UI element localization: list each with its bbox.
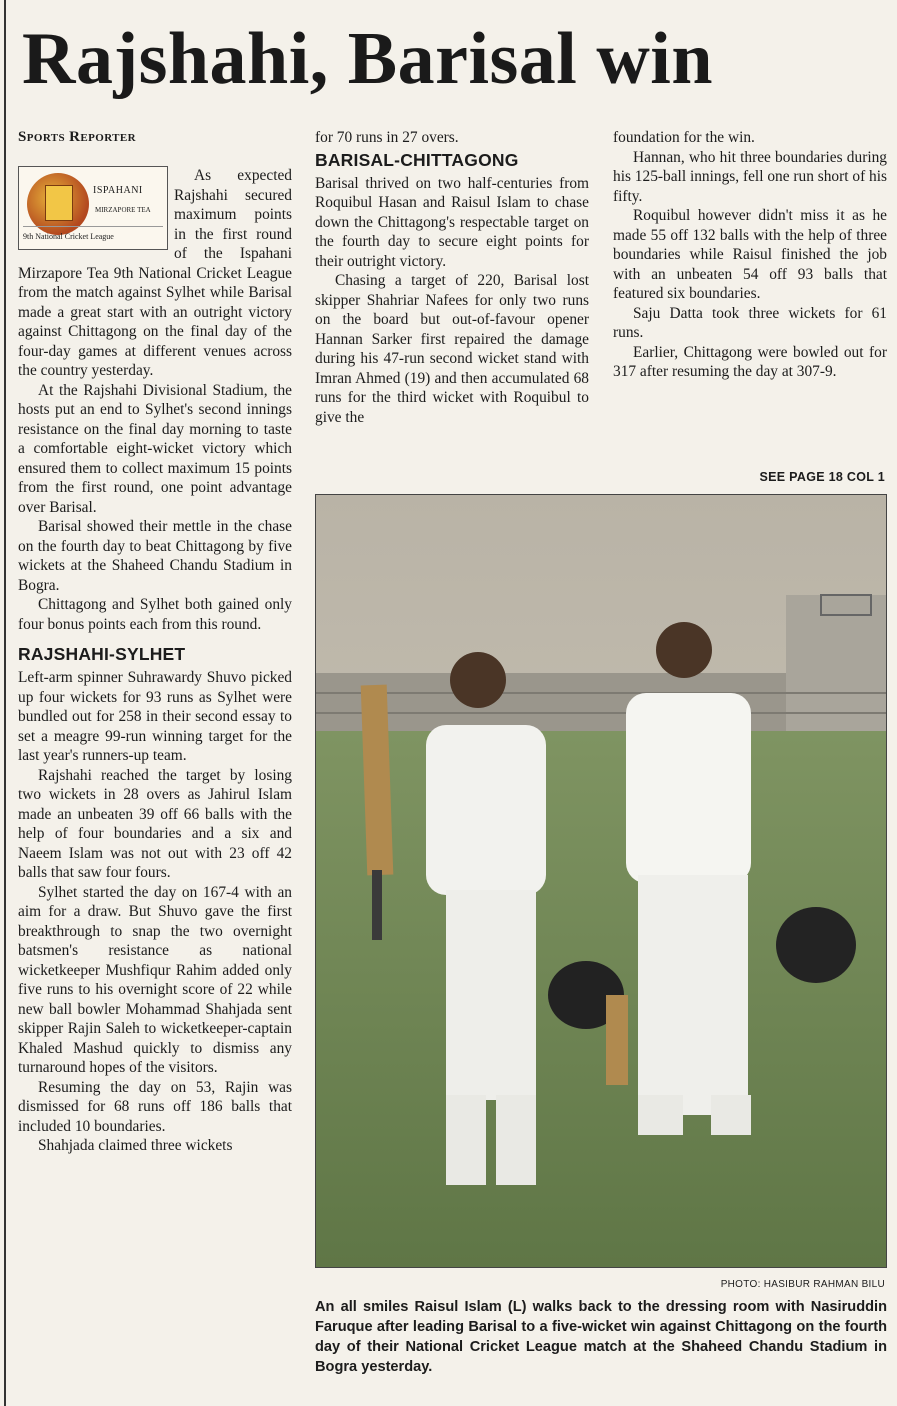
paragraph: Earlier, Chittagong were bowled out for 317 after resuming the day at 307-9. (613, 343, 887, 380)
paragraph: Rajshahi reached the target by losing two wickets in 28 overs as Jahirul Islam made an unbeaten 39 off 66 balls with the help of four boundaries and a six and Naeem Islam was not out with 23 off 42 balls that saw four fours. (18, 766, 292, 881)
paragraph: Saju Datta took three wickets for 61 runs. (613, 304, 887, 341)
photo-caption: An all smiles Raisul Islam (L) walks back to the dressing room with Nasiruddin Faruque after leading Barisal to a five-wicket win against Chittagong on the fourth day of their National Cricket League match at the Shaheed Chandu Stadium in Bogra yesterday. (315, 1299, 887, 1375)
subheading-rajshahi-sylhet: RAJSHAHI-SYLHET (18, 644, 186, 664)
paragraph: Sylhet started the day on 167-4 with an aim for a draw. But Shuvo gave the first breakthrough to snap the two overnight batsmen's resistance as national wicketkeeper Mushfiqur Rahim added only five runs to his overnight score of 22 while new ball bowler Mohammad Shahjada sent skipper Rajin Saleh to wicketkeeper-captain Khaled Mashud quickly to dismiss any turnaround hopes of the visitors. (18, 883, 292, 1076)
tea-box-icon (45, 185, 73, 221)
paragraph: Resuming the day on 53, Rajin was dismissed for 68 runs off 186 balls that included 10 boundaries. (18, 1078, 292, 1135)
subheading-barisal-chittagong: BARISAL-CHITTAGONG (315, 149, 519, 170)
paragraph: Chittagong and Sylhet both gained only four bonus points each from this round. (18, 596, 292, 633)
paragraph: Barisal showed their mettle in the chase on the fourth day to beat Chittagong by five wickets at the Shaheed Chandu Stadium in Bogra. (18, 518, 292, 594)
paragraph: for 70 runs in 27 overs. (315, 129, 459, 146)
match-photo (315, 494, 887, 1268)
page-border (4, 0, 6, 1406)
photo-credit: PHOTO: HASIBUR RAHMAN BILU (720, 1279, 885, 1290)
byline: Sports Reporter (18, 129, 136, 145)
paragraph: Chasing a target of 220, Barisal lost skipper Shahriar Nafees for only two runs on the board but out-of-favour opener Hannan Sarker first repaired the damage during his 47-run second wicket stand with Imran Ahmed (19) and then accumulated 68 runs for the third wicket with Roquibul to give the (315, 272, 589, 426)
headline: Rajshahi, Barisal win (22, 18, 714, 100)
paragraph: Hannan, who hit three boundaries during his 125-ball innings, fell one run short of his fifty. (613, 148, 888, 205)
logo-subbrand: MIRZAPORE TEA (95, 206, 151, 214)
paragraph: foundation for the win. (613, 129, 755, 146)
league-logo (18, 166, 168, 250)
paragraph: Shahjada claimed three wickets (38, 1137, 233, 1154)
logo-brand: ISPAHANI (93, 185, 143, 196)
paragraph: Barisal thrived on two half-centuries from Roquibul Hasan and Raisul Islam to chase down the Chittagong's respectable target on the fourth day to secure eight points for their outright victory. (315, 174, 589, 270)
paragraph: At the Rajshahi Divisional Stadium, the hosts put an end to Sylhet's second innings resistance on the final day morning to taste a comfortable eight-wicket victory which ensured them to collect maximum 15 points from the first round, one point advantage over Barisal. (18, 381, 292, 516)
column-3 (613, 128, 887, 382)
column-1 (18, 166, 292, 1156)
paragraph: Left-arm spinner Suhrawardy Shuvo picked up four wickets for 93 runs as Sylhet were bundled out for 258 in their second essay to set a meagre 99-run winning target for the last year's runners-up team. (18, 669, 292, 764)
logo-league: 9th National Cricket League (23, 226, 163, 247)
column-2 (315, 128, 589, 427)
continued-reference: SEE PAGE 18 COL 1 (759, 470, 885, 484)
paragraph: As expected Rajshahi secured maximum points in the first round of the Ispahani Mirzapore Tea 9th National Cricket League from the match against Sylhet while Barisal made a great start with an outright victory against Chittagong on the final day of the four-day games at different venues across the country yesterday. (18, 167, 292, 379)
paragraph: Roquibul however didn't miss it as he made 55 off 132 balls with the help of three boundaries while Raisul finished the job with an unbeaten 54 off 93 balls that featured six boundaries. (613, 207, 887, 302)
cricketers-photo-illustration (316, 495, 887, 1268)
